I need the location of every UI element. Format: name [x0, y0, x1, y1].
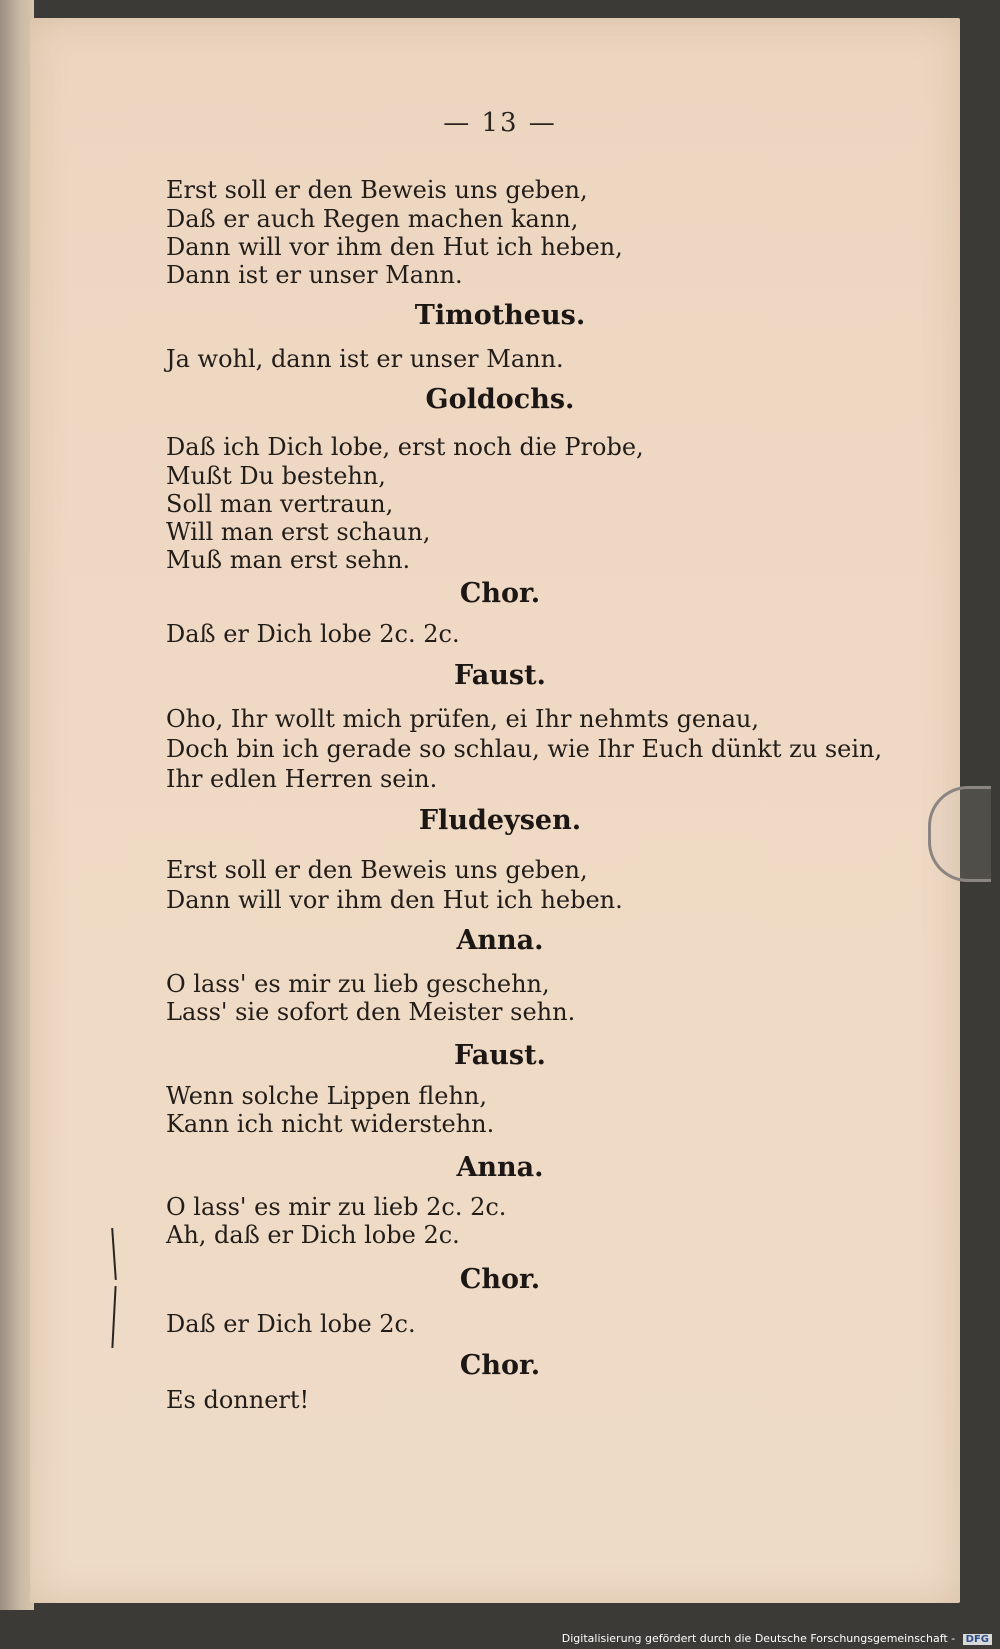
verse-line: Oho, Ihr wollt mich prüfen, ei Ihr nehmts genau,	[166, 705, 759, 733]
speaker-name: Chor.	[459, 1350, 541, 1381]
verse-line: O lass' es mir zu lieb 2c. 2c.	[166, 1193, 507, 1221]
verse-line: Dann will vor ihm den Hut ich heben.	[166, 886, 623, 914]
verse-line: Ja wohl, dann ist er unser Mann.	[166, 345, 564, 373]
speaker-name: Anna.	[456, 1152, 544, 1183]
speaker-name: Anna.	[456, 925, 544, 956]
verse-line: Daß er Dich lobe 2c.	[166, 1310, 416, 1338]
speaker-name: Timotheus.	[414, 300, 586, 331]
verse-line: Soll man vertraun,	[166, 490, 394, 518]
verse-line: O lass' es mir zu lieb geschehn,	[166, 970, 550, 998]
dfg-logo: DFG	[963, 1634, 992, 1645]
verse-line: Will man erst schaun,	[166, 518, 431, 546]
credit-text: Digitalisierung gefördert durch die Deutsche Forschungsgemeinschaft -	[561, 1632, 956, 1645]
verse-line: Muß man erst sehn.	[166, 546, 411, 574]
verse-line: Doch bin ich gerade so schlau, wie Ihr Euch dünkt zu sein,	[166, 735, 883, 763]
verse-line: Kann ich nicht widerstehn.	[166, 1110, 495, 1138]
verse-line: Wenn solche Lippen flehn,	[166, 1082, 488, 1110]
speaker-name: Goldochs.	[425, 384, 575, 415]
verse-line: Dann ist er unser Mann.	[166, 261, 463, 289]
verse-line: Daß er Dich lobe 2c. 2c.	[166, 620, 460, 648]
speaker-name: Chor.	[459, 578, 541, 609]
speaker-name: Faust.	[454, 660, 546, 691]
verse-line: Lass' sie sofort den Meister sehn.	[166, 998, 576, 1026]
verse-line: Ah, daß er Dich lobe 2c.	[166, 1221, 460, 1249]
digitization-credit	[562, 1632, 992, 1645]
verse-line: Erst soll er den Beweis uns geben,	[166, 856, 588, 884]
verse-line: Es donnert!	[166, 1386, 310, 1414]
verse-line: Ihr edlen Herren sein.	[166, 765, 438, 793]
page-number: — 13 —	[443, 108, 557, 138]
speaker-name: Faust.	[454, 1040, 546, 1071]
verse-line: Dann will vor ihm den Hut ich heben,	[166, 233, 623, 261]
speaker-name: Chor.	[459, 1264, 541, 1295]
verse-line: Erst soll er den Beweis uns geben,	[166, 176, 588, 204]
verse-line: Daß ich Dich lobe, erst noch die Probe,	[166, 433, 644, 461]
verse-line: Daß er auch Regen machen kann,	[166, 205, 579, 233]
speaker-name: Fludeysen.	[418, 805, 582, 836]
verse-line: Mußt Du bestehn,	[166, 462, 386, 490]
